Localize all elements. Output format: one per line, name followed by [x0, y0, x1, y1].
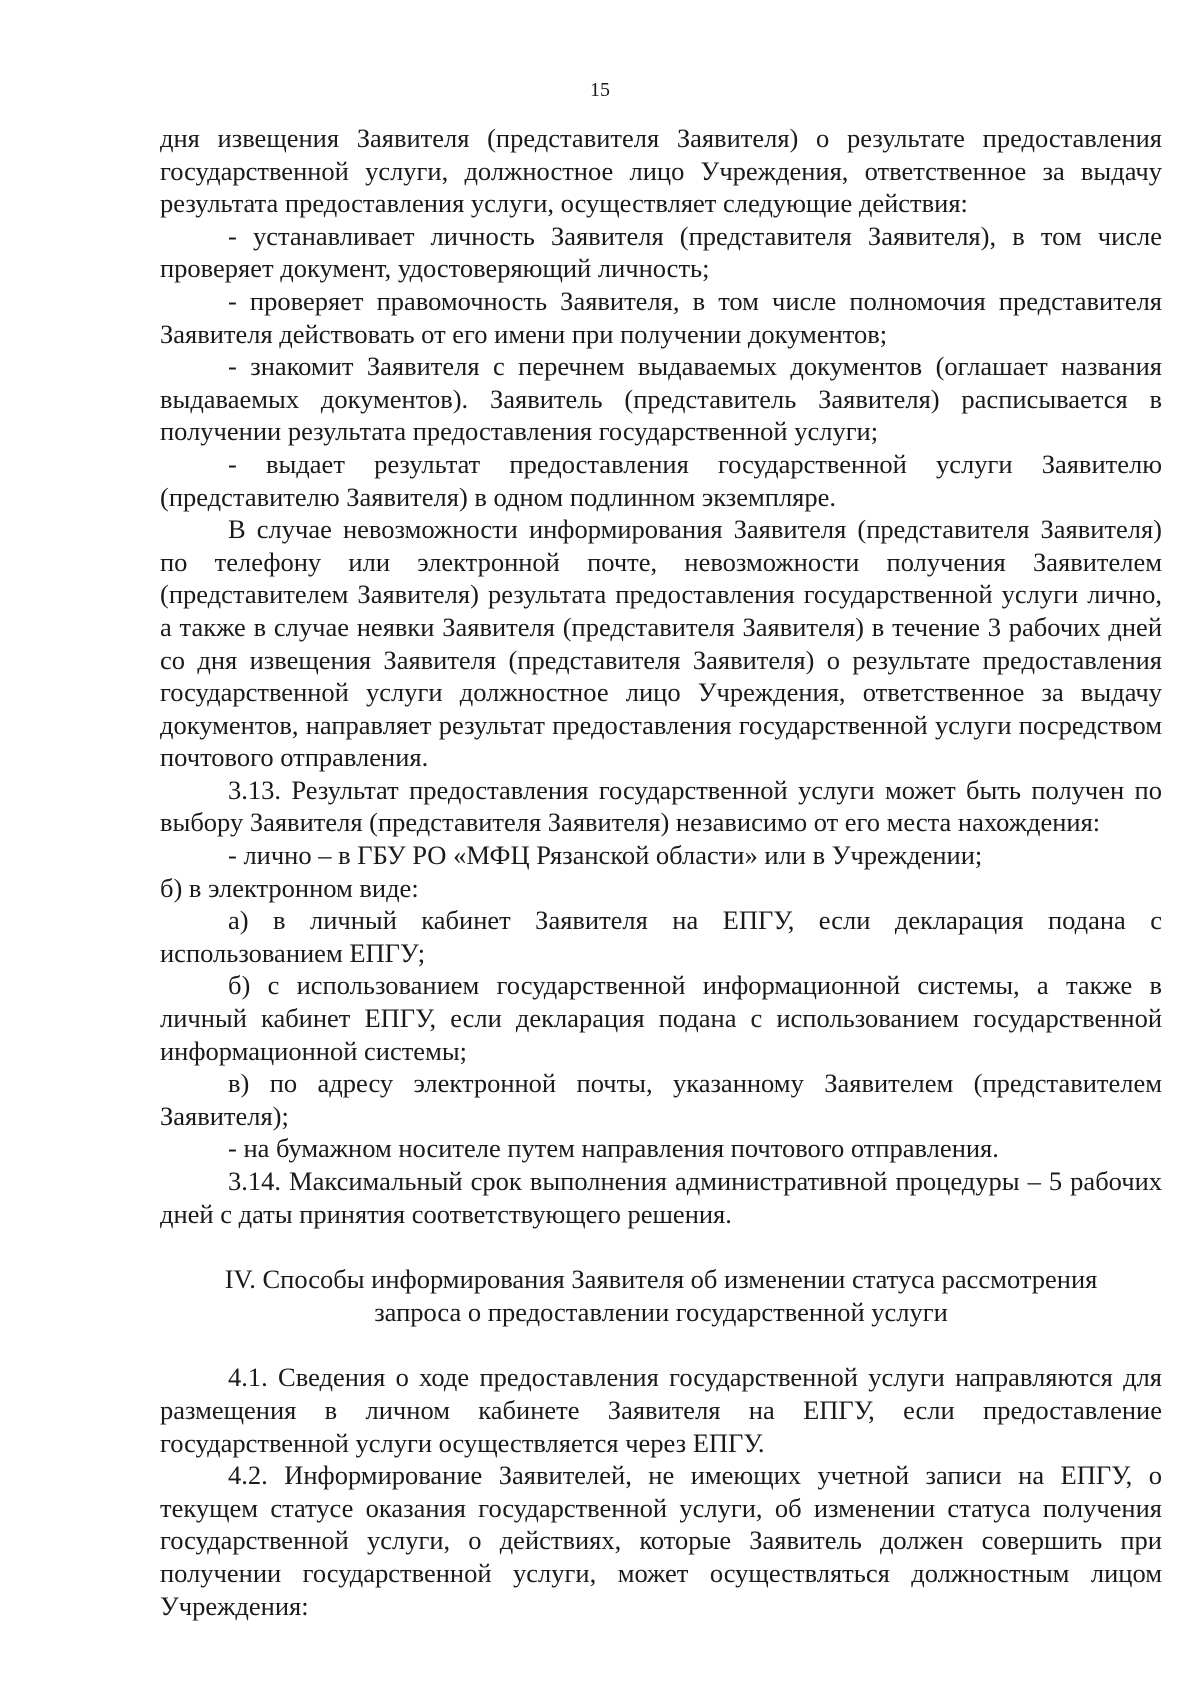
section-four-body [160, 1361, 1162, 1622]
paragraph: 3.13. Результат предоставления государственной услуги может быть получен по выбору Заявителя (представителя Заявителя) независимо от его места нахождения: [160, 774, 1162, 838]
page-number: 15 [590, 79, 610, 101]
paragraph: а) в личный кабинет Заявителя на ЕПГУ, если декларация подана с использованием ЕПГУ; [160, 905, 1162, 968]
paragraph: - лично – в ГБУ РО «МФЦ Рязанской области» или в Учреждении; [228, 840, 983, 871]
paragraph: - знакомит Заявителя с перечнем выдаваемых документов (оглашает названия выдаваемых документов). Заявитель (представитель Заявителя) расписывается в получении результата предоставления государственной услуги; [160, 351, 1162, 447]
paragraph: в) по адресу электронной почты, указанному Заявителем (представителем Заявителя); [160, 1068, 1162, 1131]
paragraph: 4.1. Сведения о ходе предоставления государственной услуги направляются для размещения в личном кабинете Заявителя на ЕПГУ, если предоставление государственной услуги осуществляется через ЕПГУ. [160, 1362, 1162, 1458]
paragraph: б) с использованием государственной информационной системы, а также в личный кабинет ЕПГУ, если декларация подана с использованием государственной информационной системы; [160, 970, 1162, 1066]
paragraph: - выдает результат предоставления государственной услуги Заявителю (представителю Заявителя) в одном подлинном экземпляре. [160, 448, 1162, 512]
paragraph: - проверяет правомочность Заявителя, в том числе полномочия представителя Заявителя действовать от его имени при получении документов; [160, 285, 1162, 349]
paragraph: В случае невозможности информирования Заявителя (представителя Заявителя) по телефону или электронной почте, невозможности получения Заявителем (представителем Заявителя) результата предоставления государственной услуги лично, а также в случае неявки Заявителя (представителя Заявителя) в течение 3 рабочих дней со дня извещения Заявителя (представителя Заявителя) о результате предоставления государственной услуги должностное лицо Учреждения, ответственное за выдачу документов, направляет результат предоставления государственной услуги посредством почтового отправления. [160, 514, 1162, 773]
paragraph: 3.14. Максимальный срок выполнения административной процедуры – 5 рабочих дней с даты принятия соответствующего решения. [160, 1166, 1162, 1229]
section-heading [160, 1263, 1162, 1328]
paragraph: 4.2. Информирование Заявителей, не имеющих учетной записи на ЕПГУ, о текущем статусе оказания государственной услуги, об изменении статуса получения государственной услуги, о действиях, которые Заявитель должен совершить при получении государственной услуги, может осуществляться должностным лицом Учреждения: [160, 1460, 1162, 1621]
paragraph: - на бумажном носителе путем направления почтового отправления. [228, 1133, 999, 1164]
paragraph: - устанавливает личность Заявителя (представителя Заявителя), в том числе проверяет документ, удостоверяющий личность; [160, 220, 1162, 284]
paragraph: дня извещения Заявителя (представителя Заявителя) о результате предоставления государственной услуги, должностное лицо Учреждения, ответственное за выдачу результата предоставления услуги, осуществляет следующие действия: [160, 123, 1162, 219]
section-three-continuation [160, 122, 1162, 1230]
paragraph: б) в электронном виде: [160, 872, 419, 903]
document-body [160, 122, 1162, 1622]
section-heading-line-1: IV. Способы информирования Заявителя об изменении статуса рассмотрения [224, 1264, 1098, 1295]
section-heading-line-2: запроса о предоставлении государственной услуги [374, 1296, 948, 1327]
